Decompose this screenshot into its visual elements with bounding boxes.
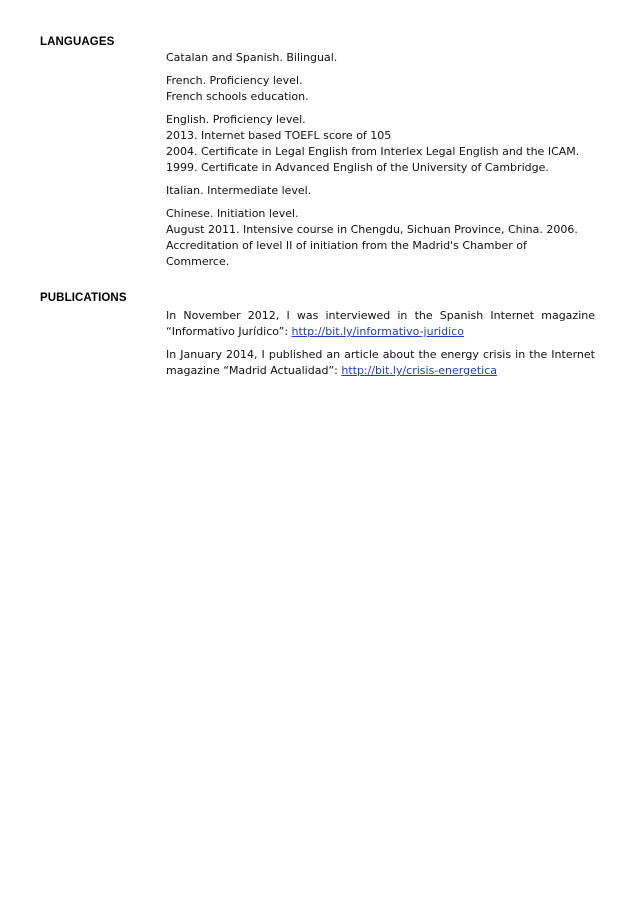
english-line-1: English. Proficiency level. [166, 113, 306, 126]
publication-1-link[interactable]: http://bit.ly/informativo-juridico [291, 325, 464, 338]
italian-line: Italian. Intermediate level. [166, 184, 312, 197]
french-line-2: French schools education. [166, 90, 309, 103]
french-line-1: French. Proficiency level. [166, 74, 303, 87]
catalan-line: Catalan and Spanish. Bilingual. [166, 51, 338, 64]
publication-2-link[interactable]: http://bit.ly/crisis-energetica [341, 364, 498, 377]
english-line-2: 2013. Internet based TOEFL score of 105 [166, 129, 392, 142]
language-entry-catalan [166, 50, 595, 66]
english-line-4: 1999. Certificate in Advanced English of the University of Cambridge. [166, 161, 549, 174]
publication-entry-1 [166, 308, 595, 340]
publications-body [166, 308, 595, 386]
chinese-line-1: Chinese. Initiation level. [166, 207, 299, 220]
language-entry-italian [166, 183, 595, 199]
publication-entry-2 [166, 347, 595, 379]
languages-heading: LANGUAGES [40, 36, 115, 48]
chinese-line-3: Accreditation of level II of initiation from the Madrid's Chamber of [166, 239, 527, 252]
language-entry-english [166, 112, 595, 176]
english-line-3: 2004. Certificate in Legal English from Interlex Legal English and the ICAM. [166, 145, 580, 158]
chinese-line-2: August 2011. Intensive course in Chengdu, Sichuan Province, China. 2006. [166, 223, 578, 236]
language-entry-chinese [166, 206, 595, 270]
language-entry-french [166, 73, 595, 105]
chinese-line-4: Commerce. [166, 255, 230, 268]
publications-heading: PUBLICATIONS [40, 292, 127, 304]
publication-1-text: In November 2012, I was interviewed in the Spanish Internet magazine “Informativo Jurídico”: [166, 309, 595, 338]
publication-2-text: In January 2014, I published an article about the energy crisis in the Internet magazine “Madrid Actualidad”: [166, 348, 595, 377]
languages-body [166, 50, 595, 277]
